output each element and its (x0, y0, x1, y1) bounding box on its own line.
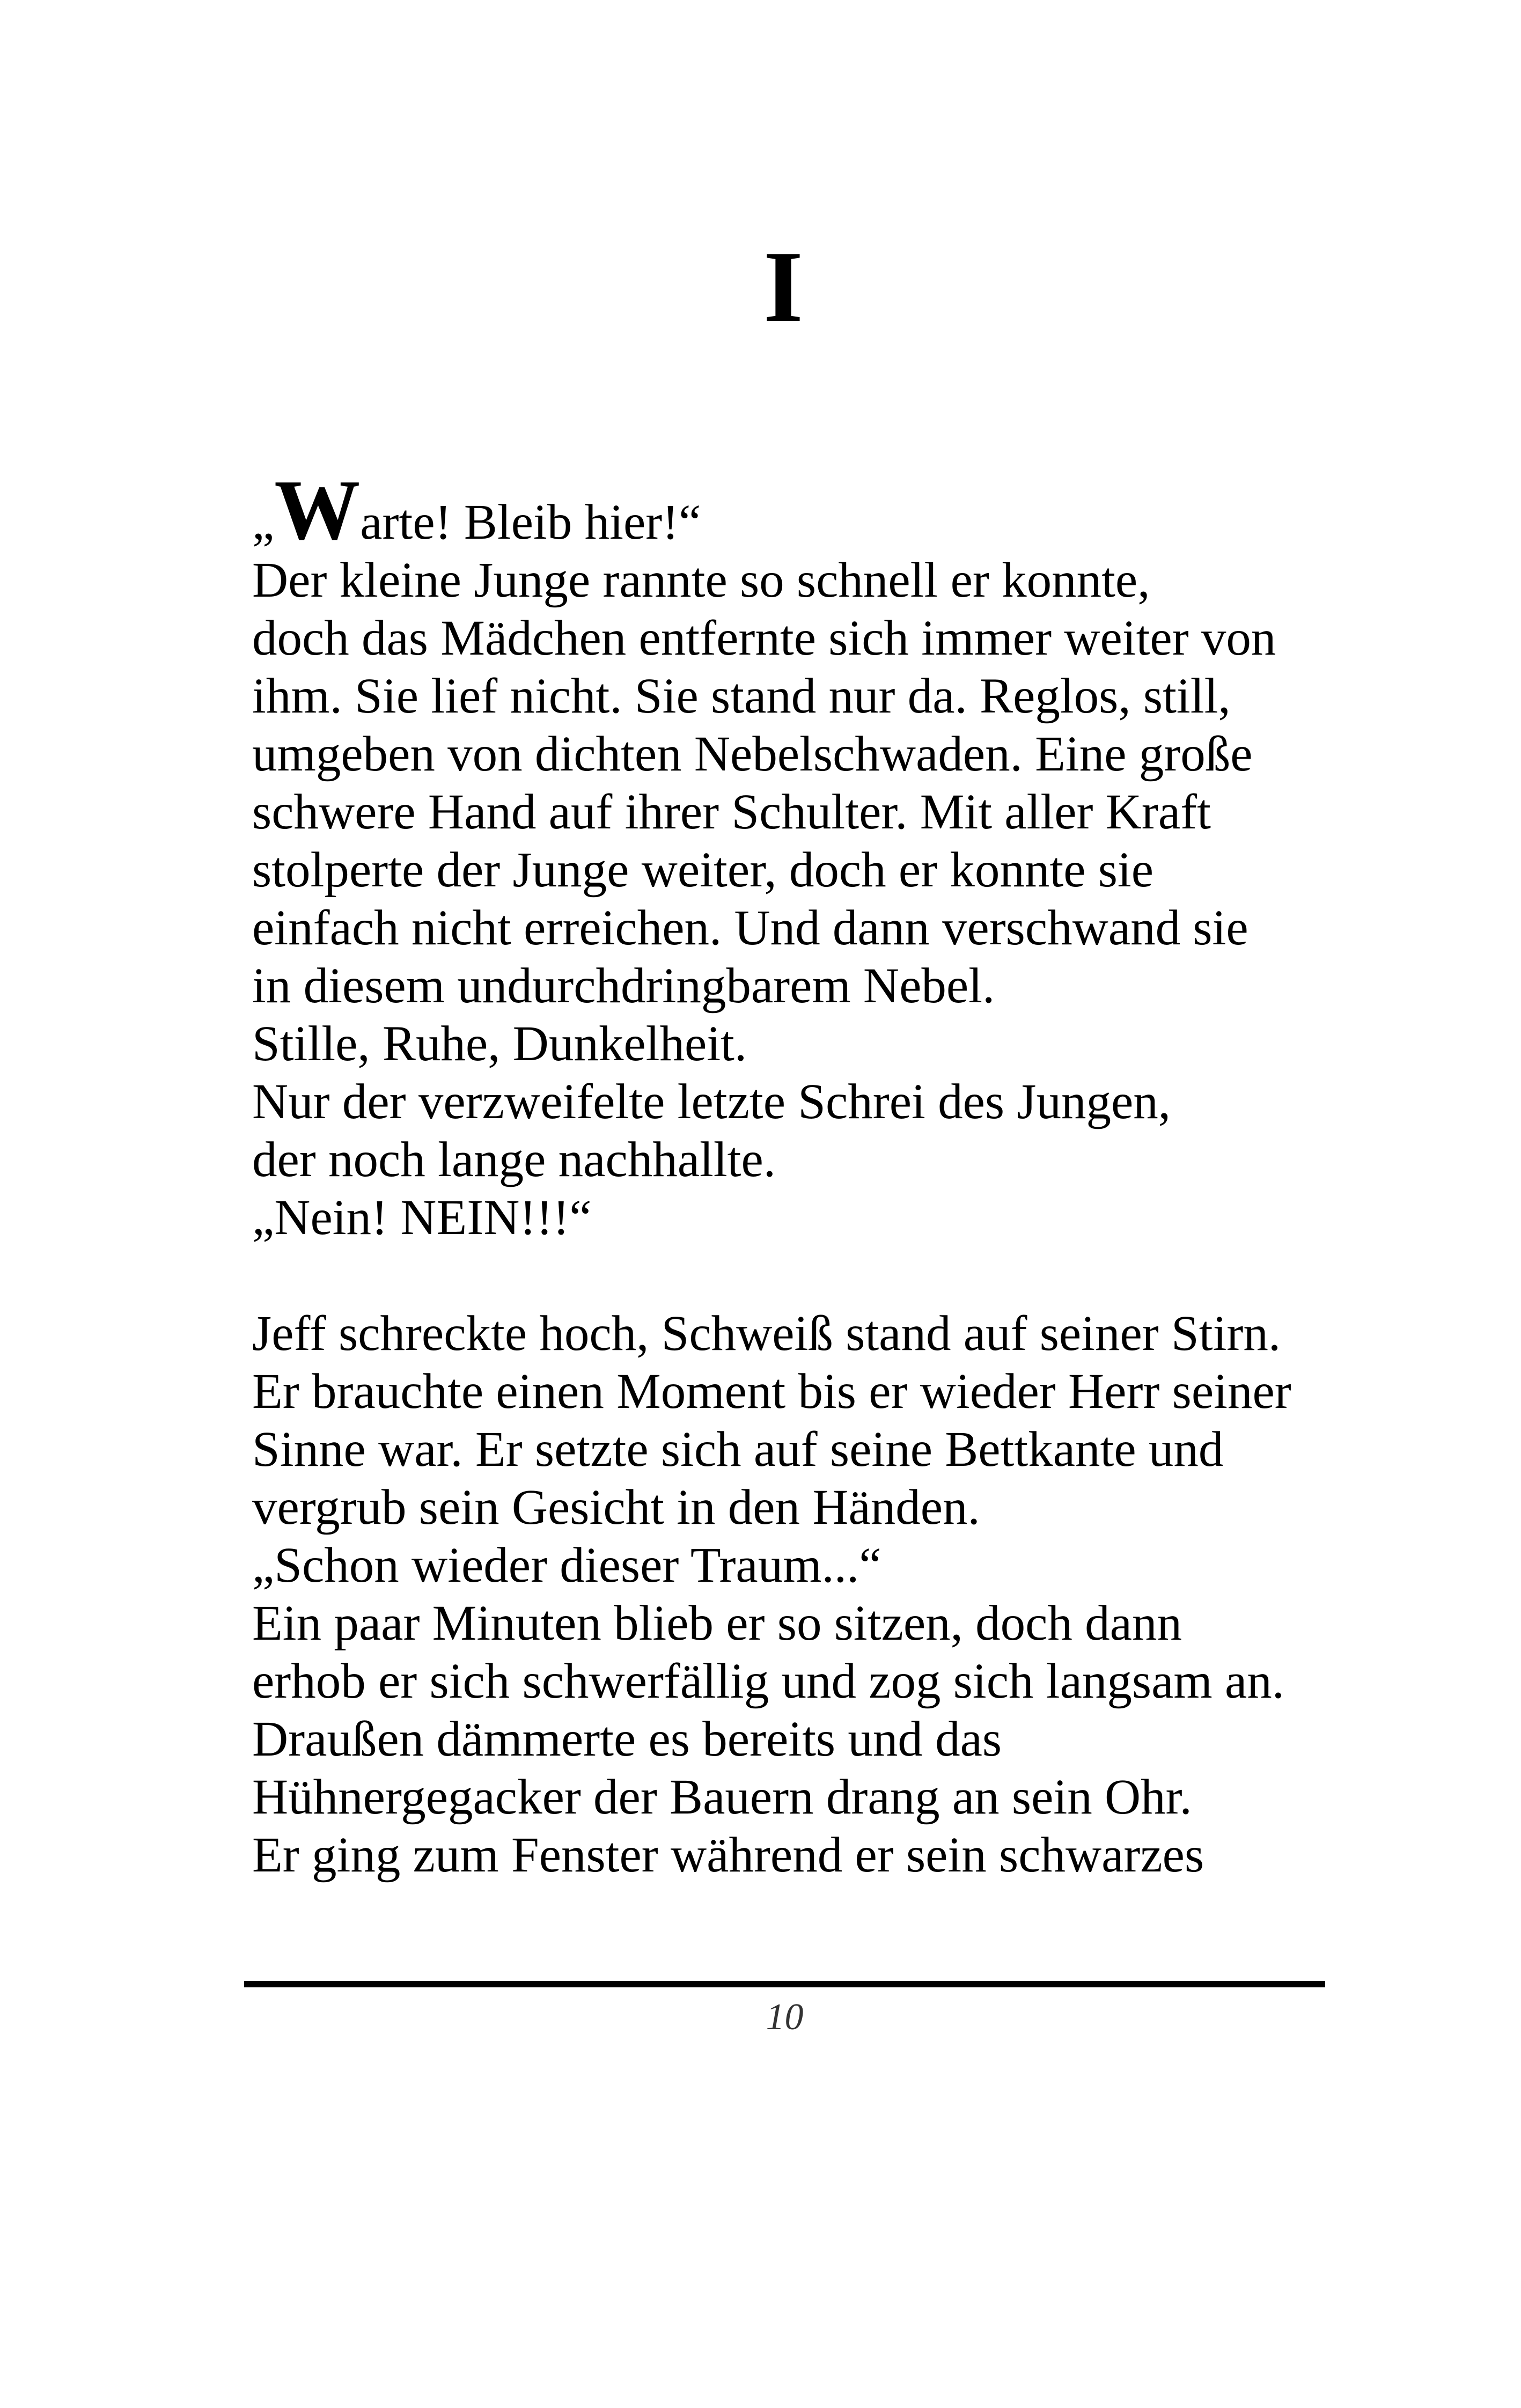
text-line: einfach nicht erreichen. Und dann verschwand sie (252, 900, 1248, 956)
text-line: Ein paar Minuten blieb er so sitzen, doch dann (252, 1596, 1182, 1651)
text-line: in diesem undurchdringbarem Nebel. (252, 958, 995, 1014)
text-line: ihm. Sie lief nicht. Sie stand nur da. Reglos, still, (252, 669, 1231, 724)
text-line: „Nein! NEIN!!!“ (252, 1190, 592, 1245)
drop-cap: W (274, 462, 361, 557)
opening-quote: „ (252, 495, 275, 550)
text-line: Draußen dämmerte es bereits und das (252, 1712, 1002, 1767)
text-line: Sinne war. Er setzte sich auf seine Bettkante und (252, 1422, 1224, 1477)
opening-line-text: arte! Bleib hier!“ (360, 495, 701, 550)
chapter-body (252, 462, 1390, 1884)
text-line: umgeben von dichten Nebelschwaden. Eine große (252, 726, 1253, 782)
text-line: Nur der verzweifelte letzte Schrei des Jungen, (252, 1074, 1171, 1129)
text-line: Jeff schreckte hoch, Schweiß stand auf seiner Stirn. (252, 1306, 1281, 1361)
text-line: Er brauchte einen Moment bis er wieder Herr seiner (252, 1364, 1291, 1419)
text-line: vergrub sein Gesicht in den Händen. (252, 1480, 980, 1535)
chapter-title: I (763, 231, 803, 343)
page-number: 10 (766, 1996, 804, 2038)
text-line: Stille, Ruhe, Dunkelheit. (252, 1016, 747, 1071)
text-line: erhob er sich schwerfällig und zog sich langsam an. (252, 1654, 1284, 1709)
text-line: stolperte der Junge weiter, doch er konnte sie (252, 842, 1154, 898)
footer-rule (244, 1981, 1325, 1987)
paragraph-gap (252, 1247, 1390, 1305)
text-line: doch das Mädchen entfernte sich immer weiter von (252, 611, 1276, 666)
text-line: der noch lange nachhallte. (252, 1132, 776, 1187)
text-line: „Schon wieder dieser Traum...“ (252, 1538, 881, 1593)
text-line: Hühnergegacker der Bauern drang an sein Ohr. (252, 1770, 1192, 1825)
text-line: Der kleine Junge rannte so schnell er konnte, (252, 553, 1150, 608)
opening-line (252, 462, 1390, 557)
text-line: schwere Hand auf ihrer Schulter. Mit aller Kraft (252, 784, 1211, 840)
text-line: Er ging zum Fenster während er sein schwarzes (252, 1827, 1204, 1883)
